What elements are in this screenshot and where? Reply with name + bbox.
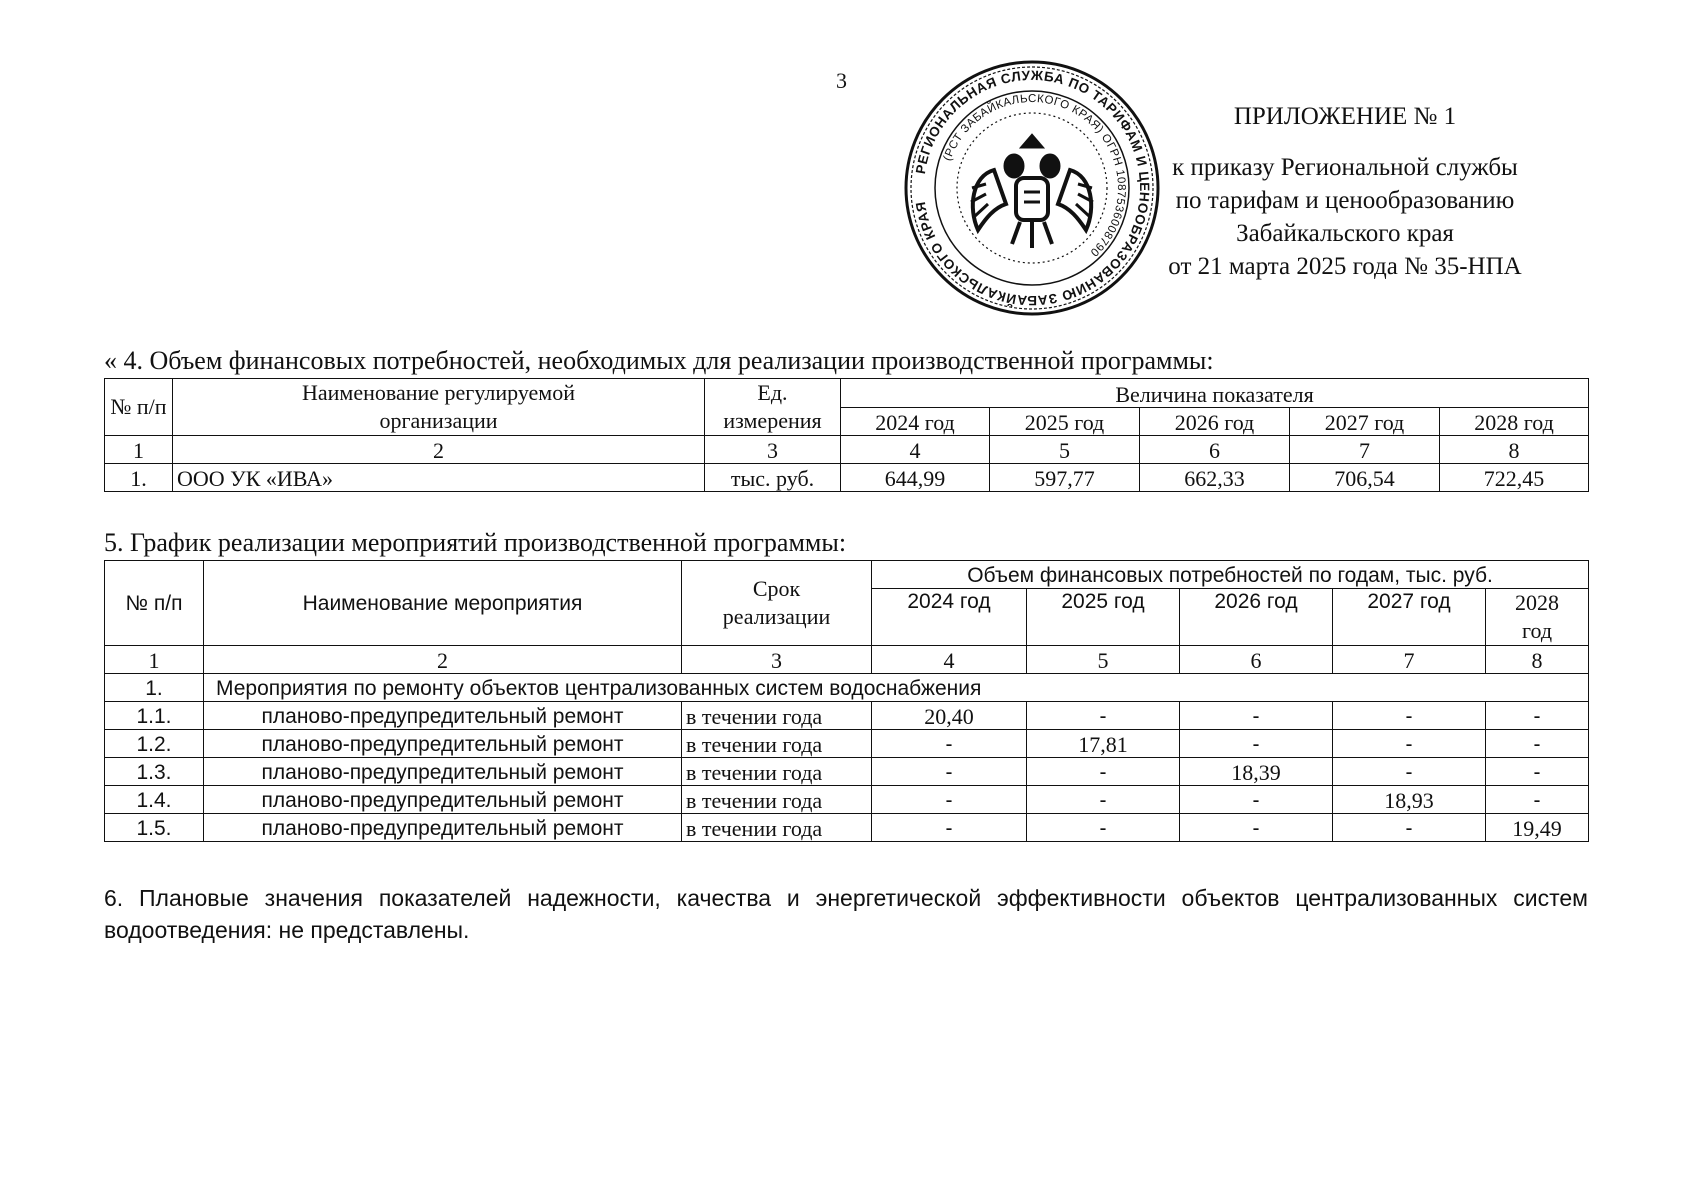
term-cell: в течении года	[682, 730, 872, 758]
col-header-name: Наименование мероприятия	[204, 561, 682, 646]
appendix-title: ПРИЛОЖЕНИЕ № 1	[1233, 103, 1457, 130]
value-cell: 662,33	[1140, 464, 1290, 492]
value-cell: -	[1180, 702, 1333, 730]
section6-paragraph: 6. Плановые значения показателей надежности, качества и энергетической эффективности объектов централизованных систем водоотведения: не представлены.	[104, 885, 1588, 943]
appendix-heading	[1120, 100, 1570, 283]
value-cell: -	[1027, 702, 1180, 730]
value-cell: -	[1333, 702, 1486, 730]
appendix-line: от 21 марта 2025 года № 35-НПА	[1168, 253, 1522, 280]
col-header-year: 2028 год	[1486, 589, 1589, 646]
section5-title: 5. График реализации мероприятий производственной программы:	[104, 528, 847, 557]
index-row	[105, 436, 1589, 464]
activity-name: планово-предупредительный ремонт	[204, 814, 682, 842]
value-cell: 597,77	[990, 464, 1140, 492]
col-header-num: № п/п	[105, 379, 173, 436]
index-cell: 6	[1140, 436, 1290, 464]
col-header-year: 2027 год	[1290, 407, 1440, 436]
table-row	[105, 464, 1589, 492]
value-cell: 18,93	[1333, 786, 1486, 814]
value-cell: -	[872, 758, 1027, 786]
index-cell: 4	[841, 436, 990, 464]
value-cell: -	[1027, 758, 1180, 786]
value-cell: -	[872, 730, 1027, 758]
value-cell: -	[1486, 730, 1589, 758]
row-number: 1.1.	[105, 702, 204, 730]
value-cell: -	[1486, 702, 1589, 730]
col-header-year: 2028 год	[1440, 407, 1589, 436]
col-header-year: 2024 год	[872, 589, 1027, 646]
col-header-num: № п/п	[105, 561, 204, 646]
value-cell: 17,81	[1027, 730, 1180, 758]
index-cell: 5	[990, 436, 1140, 464]
organization-name: ООО УК «ИВА»	[173, 464, 705, 492]
table-row	[105, 730, 1589, 758]
col-header-year: 2025 год	[990, 407, 1140, 436]
term-cell: в течении года	[682, 758, 872, 786]
index-cell: 6	[1180, 646, 1333, 674]
activity-name: планово-предупредительный ремонт	[204, 730, 682, 758]
schedule-table	[104, 560, 1589, 842]
value-cell: -	[1027, 786, 1180, 814]
index-cell: 2	[204, 646, 682, 674]
index-cell: 5	[1027, 646, 1180, 674]
value-cell: 722,45	[1440, 464, 1589, 492]
unit-cell: тыс. руб.	[705, 464, 841, 492]
index-cell: 4	[872, 646, 1027, 674]
table-row	[105, 814, 1589, 842]
appendix-line: к приказу Региональной службы	[1172, 154, 1518, 181]
index-cell: 2	[173, 436, 705, 464]
value-cell: 706,54	[1290, 464, 1440, 492]
activity-name: планово-предупредительный ремонт	[204, 786, 682, 814]
col-header-year: 2026 год	[1140, 407, 1290, 436]
stamp-outer-text: РЕГИОНАЛЬНАЯ СЛУЖБА ПО ТАРИФАМ И ЦЕНООБРАЗОВАНИЮ ЗАБАЙКАЛЬСКОГО КРАЯ	[912, 67, 1153, 309]
row-number: 1.3.	[105, 758, 204, 786]
index-cell: 7	[1333, 646, 1486, 674]
value-cell: 19,49	[1486, 814, 1589, 842]
activity-name: планово-предупредительный ремонт	[204, 702, 682, 730]
value-cell: 18,39	[1180, 758, 1333, 786]
appendix-line: Забайкальского края	[1236, 220, 1454, 247]
value-cell: -	[1333, 758, 1486, 786]
col-header-year: 2027 год	[1333, 589, 1486, 646]
table-row	[105, 758, 1589, 786]
value-cell: 644,99	[841, 464, 990, 492]
col-header-term: Срок реализации	[682, 561, 872, 646]
value-cell: -	[1486, 786, 1589, 814]
table-row	[105, 702, 1589, 730]
col-header-unit: Ед. измерения	[705, 379, 841, 436]
col-header-year: 2025 год	[1027, 589, 1180, 646]
index-cell: 7	[1290, 436, 1440, 464]
row-number: 1.2.	[105, 730, 204, 758]
index-cell: 1	[105, 436, 173, 464]
group-title: Мероприятия по ремонту объектов централизованных систем водоснабжения	[204, 674, 1589, 702]
row-number: 1.	[105, 464, 173, 492]
value-cell: -	[1486, 758, 1589, 786]
col-header-year: 2026 год	[1180, 589, 1333, 646]
value-cell: -	[1180, 786, 1333, 814]
value-cell: -	[872, 814, 1027, 842]
value-cell: -	[872, 786, 1027, 814]
index-cell: 1	[105, 646, 204, 674]
row-number: 1.5.	[105, 814, 204, 842]
index-cell: 3	[705, 436, 841, 464]
value-cell: -	[1333, 730, 1486, 758]
term-cell: в течении года	[682, 702, 872, 730]
col-header-org: Наименование регулируемой организации	[173, 379, 705, 436]
appendix-line: по тарифам и ценообразованию	[1175, 187, 1515, 214]
col-header-value-group: Величина показателя	[841, 379, 1589, 408]
index-row	[105, 646, 1589, 674]
term-cell: в течении года	[682, 786, 872, 814]
group-number: 1.	[105, 674, 204, 702]
group-row	[105, 674, 1589, 702]
section4-title: « 4. Объем финансовых потребностей, необходимых для реализации производственной программы:	[104, 346, 1214, 375]
value-cell: 20,40	[872, 702, 1027, 730]
value-cell: -	[1027, 814, 1180, 842]
index-cell: 8	[1440, 436, 1589, 464]
double-headed-eagle-icon	[971, 134, 1093, 248]
index-cell: 3	[682, 646, 872, 674]
page-number: 3	[836, 68, 847, 93]
col-header-year: 2024 год	[841, 407, 990, 436]
financial-needs-table	[104, 378, 1589, 492]
index-cell: 8	[1486, 646, 1589, 674]
value-cell: -	[1333, 814, 1486, 842]
activity-name: планово-предупредительный ремонт	[204, 758, 682, 786]
stamp-inner-text: (РСТ ЗАБАЙКАЛЬСКОГО КРАЯ) ОГРН 1087536008790	[941, 92, 1128, 259]
col-header-finance-group: Объем финансовых потребностей по годам, тыс. руб.	[872, 561, 1589, 589]
term-cell: в течении года	[682, 814, 872, 842]
table-row	[105, 786, 1589, 814]
row-number: 1.4.	[105, 786, 204, 814]
value-cell: -	[1180, 814, 1333, 842]
value-cell: -	[1180, 730, 1333, 758]
